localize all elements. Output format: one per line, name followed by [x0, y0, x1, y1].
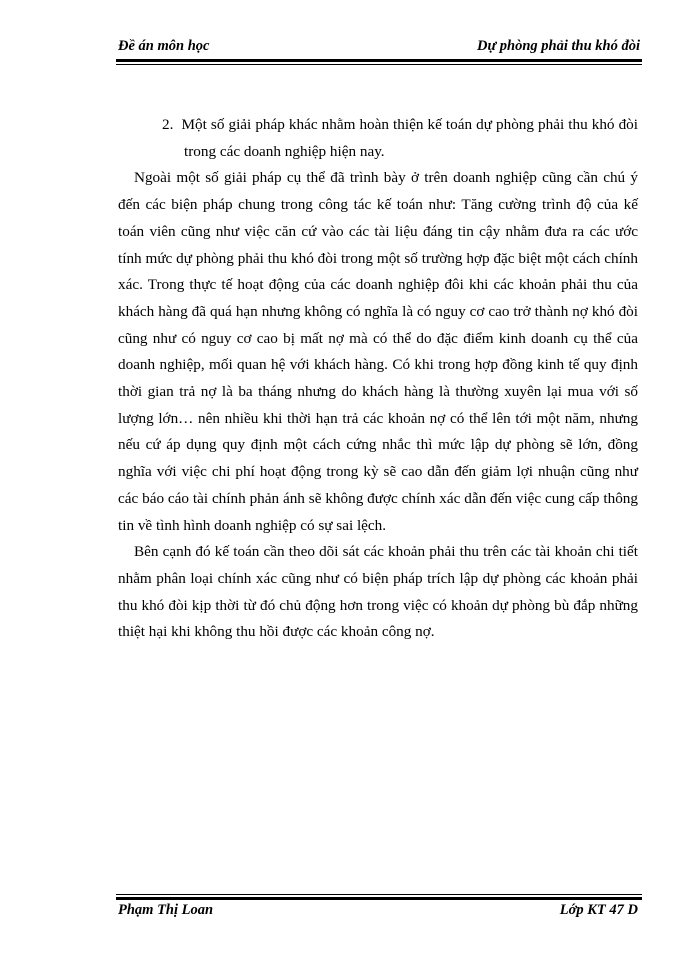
body-paragraph-1: Ngoài một số giải pháp cụ thể đã trình bày ở trên doanh nghiệp cũng cần chú ý đến các biện pháp chung trong công tác kế toán như: Tăng cường trình độ của kế toán viên cũng như việc căn cứ vào các tài liệu đáng tin cậy nhằm đưa ra các ước tính mức dự phòng phải thu khó đòi trong một số trường hợp đặc biệt một cách chính xác. Trong thực tế hoạt động của các doanh nghiệp đôi khi các khoản phải thu của khách hàng đã quá hạn nhưng không có nghĩa là có nguy cơ cao trở thành nợ khó đòi cũng như có nguy cơ cao bị mất nợ mà có thể do đặc điểm kinh doanh cụ thể của doanh nghiệp, mối quan hệ với khách hàng. Có khi trong hợp đồng kinh tế quy định thời gian trả nợ là ba tháng nhưng do khách hàng là thường xuyên lại mua với số lượng lớn… nên nhiều khi thời hạn trả các khoản nợ có thể lên tới một năm, nhưng nếu cứ áp dụng quy định một cách cứng nhắc thì mức lập dự phòng sẽ lớn, đồng nghĩa với việc chi phí hoạt động trong kỳ sẽ cao dẫn đến giảm lợi nhuận cũng như các báo cáo tài chính phản ánh sẽ không được chính xác dẫn đến việc cung cấp thông tin về tình hình doanh nghiệp có sự sai lệch.	[118, 169, 638, 534]
footer-author: Phạm Thị Loan	[118, 902, 214, 918]
section-title: Một số giải pháp khác nhằm hoàn thiện kế toán dự phòng phải thu khó đòi trong các doanh nghiệp hiện nay.	[181, 116, 638, 160]
body-paragraph-2: Bên cạnh đó kế toán cần theo dõi sát các khoản phải thu trên các tài khoản chi tiết nhằm phân loại chính xác cũng như có biện pháp trích lập dự phòng các khoản phải thu khó đòi kịp thời từ đó chủ động hơn trong việc có khoản dự phòng bù đắp những thiệt hại khi không thu hồi được các khoản công nợ.	[118, 543, 638, 641]
document-body	[118, 112, 638, 646]
header-rule-thick	[116, 59, 642, 62]
footer-class: Lớp KT 47 D	[559, 902, 638, 918]
footer-rule-thin	[116, 894, 642, 895]
section-heading	[162, 112, 638, 165]
page-header	[118, 38, 640, 55]
header-rule-thin	[116, 64, 642, 65]
page-footer	[118, 902, 638, 919]
header-topic-title: Dự phòng phải thu khó đòi	[476, 38, 640, 54]
section-number: 2.	[162, 116, 174, 133]
header-course-title: Đề án môn học	[118, 38, 210, 54]
footer-rule-thick	[116, 897, 642, 900]
